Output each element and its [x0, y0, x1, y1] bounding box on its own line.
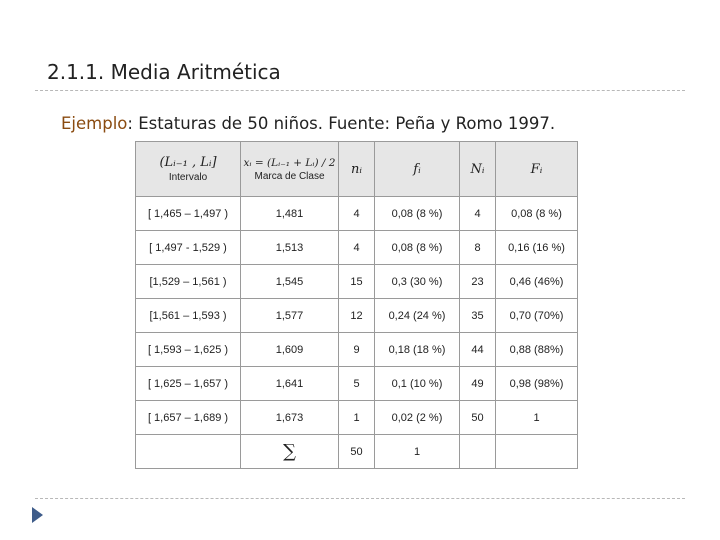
table-row: [136, 231, 578, 265]
cell-F: 0,98 (98%): [496, 367, 578, 401]
table-row: [136, 367, 578, 401]
header-rel-freq: [375, 142, 460, 197]
cell-f: 0,3 (30 %): [375, 265, 460, 299]
sum-row: [136, 435, 578, 469]
cell-f: 0,08 (8 %): [375, 197, 460, 231]
cell-F: 0,70 (70%): [496, 299, 578, 333]
cell-f: 0,1 (10 %): [375, 367, 460, 401]
header-N-symbol: Nᵢ: [470, 161, 485, 177]
cell-interval: [1,561 – 1,593 ): [136, 299, 241, 333]
header-class-mark-label: Marca de Clase: [254, 170, 325, 182]
sum-f: 1: [375, 435, 460, 469]
table-row: [136, 265, 578, 299]
subtitle-lead: Ejemplo: [61, 114, 128, 133]
cell-f: 0,18 (18 %): [375, 333, 460, 367]
table-row: [136, 333, 578, 367]
cell-F: 0,46 (46%): [496, 265, 578, 299]
cell-mark: 1,641: [241, 367, 339, 401]
header-abs-freq: [339, 142, 375, 197]
header-interval-label: Intervalo: [168, 172, 208, 183]
header-cum-rel-freq: [496, 142, 578, 197]
frequency-table: [135, 141, 578, 469]
cell-N: 23: [460, 265, 496, 299]
cell-N: 35: [460, 299, 496, 333]
sum-empty-cell: [460, 435, 496, 469]
cell-interval: [ 1,465 – 1,497 ): [136, 197, 241, 231]
cell-interval: [ 1,593 – 1,625 ): [136, 333, 241, 367]
cell-mark: 1,545: [241, 265, 339, 299]
cell-N: 8: [460, 231, 496, 265]
triangle-right-icon[interactable]: [32, 507, 43, 523]
header-interval: [136, 142, 241, 197]
cell-n: 1: [339, 401, 375, 435]
cell-N: 50: [460, 401, 496, 435]
cell-interval: [ 1,625 – 1,657 ): [136, 367, 241, 401]
cell-mark: 1,481: [241, 197, 339, 231]
table-row: [136, 401, 578, 435]
cell-F: 0,88 (88%): [496, 333, 578, 367]
header-f-symbol: fᵢ: [413, 161, 421, 177]
cell-mark: 1,609: [241, 333, 339, 367]
summation-icon: ∑: [283, 441, 296, 462]
cell-N: 4: [460, 197, 496, 231]
sum-n: 50: [339, 435, 375, 469]
cell-f: 0,08 (8 %): [375, 231, 460, 265]
subtitle-text: : Estaturas de 50 niños. Fuente: Peña y Romo 1997.: [127, 114, 556, 133]
cell-n: 9: [339, 333, 375, 367]
table-header-row: [136, 142, 578, 197]
footer-divider: [35, 498, 685, 499]
sum-empty-cell: [496, 435, 578, 469]
cell-n: 15: [339, 265, 375, 299]
cell-N: 49: [460, 367, 496, 401]
header-interval-formula: (Lᵢ₋₁ , Lᵢ]: [159, 155, 217, 170]
cell-f: 0,02 (2 %): [375, 401, 460, 435]
header-n-symbol: nᵢ: [351, 161, 362, 177]
cell-interval: [ 1,497 - 1,529 ): [136, 231, 241, 265]
table-row: [136, 299, 578, 333]
cell-mark: 1,673: [241, 401, 339, 435]
cell-n: 4: [339, 231, 375, 265]
title-divider: [35, 90, 685, 91]
slide-title: 2.1.1. Media Aritmética: [47, 60, 281, 84]
cell-mark: 1,577: [241, 299, 339, 333]
cell-n: 4: [339, 197, 375, 231]
cell-N: 44: [460, 333, 496, 367]
table-row: [136, 197, 578, 231]
cell-mark: 1,513: [241, 231, 339, 265]
cell-F: 0,16 (16 %): [496, 231, 578, 265]
cell-interval: [ 1,657 – 1,689 ): [136, 401, 241, 435]
cell-f: 0,24 (24 %): [375, 299, 460, 333]
sum-symbol-cell: [241, 435, 339, 469]
cell-F: 0,08 (8 %): [496, 197, 578, 231]
header-F-symbol: Fᵢ: [530, 161, 543, 177]
header-class-mark-formula: xᵢ = (Lᵢ₋₁ + Lᵢ) / 2: [243, 156, 336, 169]
cell-n: 12: [339, 299, 375, 333]
cell-interval: [1,529 – 1,561 ): [136, 265, 241, 299]
sum-empty-cell: [136, 435, 241, 469]
header-class-mark: [241, 142, 339, 197]
slide-subtitle: [61, 114, 555, 133]
cell-F: 1: [496, 401, 578, 435]
cell-n: 5: [339, 367, 375, 401]
header-cum-abs-freq: [460, 142, 496, 197]
